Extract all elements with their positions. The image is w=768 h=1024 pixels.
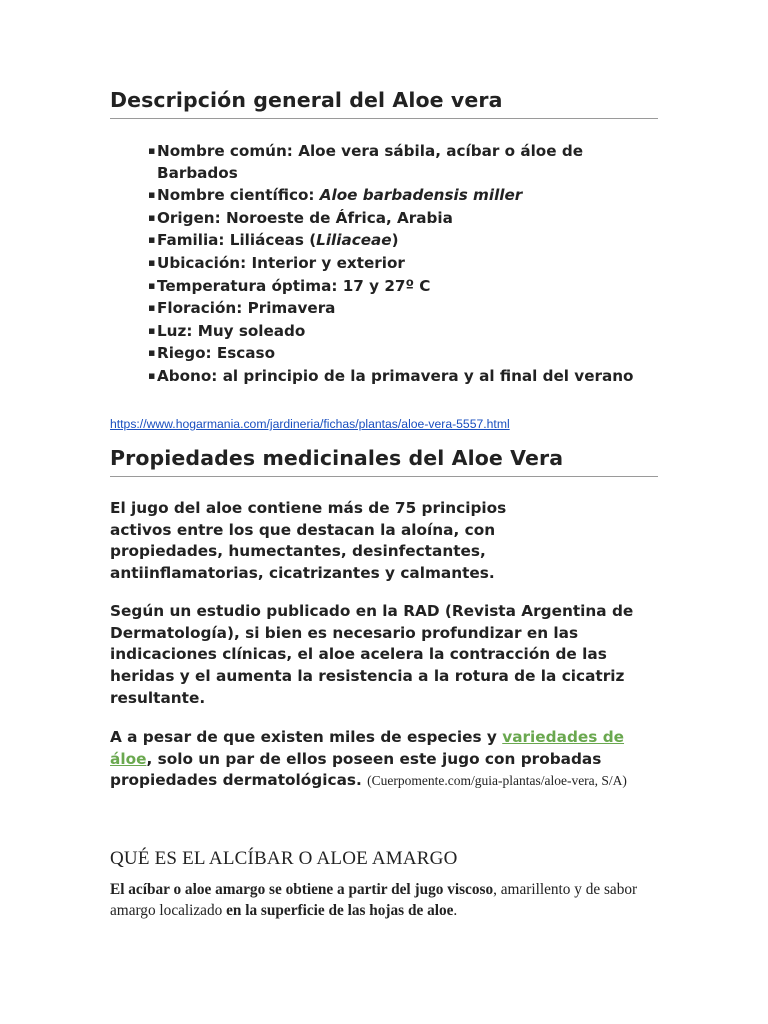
spec-label: Ubicación: [157,253,247,272]
spec-item-floracion [148,297,648,320]
bullet-icon: ▪ [148,323,156,337]
variedades-link[interactable]: variedades de áloe [110,728,625,768]
paragraph-text: , amarillento y de sabor amargo localizado [110,881,638,919]
paragraph-text: . [453,902,458,919]
paragraph-text: A a pesar de que existen miles de especies y [110,728,503,746]
spec-item-riego [148,342,648,365]
spec-item-luz [148,320,648,343]
source-link-hogarmania[interactable]: https://www.hogarmania.com/jardineria/fichas/plantas/aloe-vera-5557.html [110,417,510,431]
spec-item-temperatura [148,275,648,298]
spec-value: Aloe barbadensis miller [319,186,523,205]
section-title-descripcion: Descripción general del Aloe vera [110,88,658,119]
bullet-icon: ▪ [148,346,156,360]
spec-item-nombre-comun [148,140,648,184]
bullet-icon: ▪ [148,144,156,157]
paragraph-variedades [110,727,658,792]
paragraph-jugo-aloe: El jugo del aloe contiene más de 75 principios activos entre los que destacan la aloína, con propiedades, humectantes, desinfectantes, antiinflamatorias, cicatrizantes y calmantes. [110,499,507,583]
specs-list [148,140,648,388]
spec-value: Aloe vera sábila, acíbar o áloe de Barbados [157,142,583,182]
spec-value: Noroeste de África, Arabia [225,208,453,227]
spec-item-origen [148,207,648,230]
spec-value: Primavera [247,299,336,318]
spec-label: Luz: [157,321,193,340]
spec-label: Nombre científico: [157,186,315,205]
spec-value: Interior y exterior [251,253,405,272]
bullet-icon: ▪ [148,255,156,269]
citation: (Cuerpomente.com/guia-plantas/aloe-vera, S/A) [367,773,627,789]
spec-label: Riego: [157,344,212,363]
paragraph-text: , solo un par de ellos poseen este jugo con probadas propiedades dermatológicas. [110,749,602,790]
bullet-icon: ▪ [148,368,156,382]
bullet-icon: ▪ [148,188,156,202]
spec-label: Familia: [157,231,225,250]
bold-text: El acíbar o aloe amargo se obtiene a partir del jugo viscoso [110,881,494,898]
spec-value: Muy soleado [197,321,306,340]
spec-value-italic: Liliaceae [316,231,392,250]
paragraph-estudio-rad: Según un estudio publicado en la RAD (Revista Argentina de Dermatología), si bien es necesario profundizar en las indicaciones clínicas, el aloe acelera la contracción de las heridas y el aumenta la resistencia a la rotura de la cicatriz resultante. [110,602,634,707]
spec-label: Abono: [157,366,218,385]
spec-label: Origen: [157,208,221,227]
spec-value: al principio de la primavera y al final del verano [222,366,634,385]
spec-label: Temperatura óptima: [157,276,338,295]
bullet-icon: ▪ [148,301,156,315]
bold-text: en la superficie de las hojas de aloe [226,902,454,919]
paragraph-acibar [110,879,658,921]
spec-value: Escaso [216,344,276,363]
bullet-icon: ▪ [148,278,156,292]
spec-value: Liliáceas ( [229,231,317,250]
spec-label: Floración: [157,299,243,318]
section-title-propiedades: Propiedades medicinales del Aloe Vera [110,446,658,477]
spec-value: 17 y 27º C [342,276,431,295]
section-title-alcibar: QUÉ ES EL ALCÍBAR O ALOE AMARGO [110,848,458,869]
bullet-icon: ▪ [148,210,156,224]
spec-item-abono [148,365,648,388]
spec-item-familia [148,229,648,252]
bullet-icon: ▪ [148,233,156,247]
spec-label: Nombre común: [157,142,293,160]
spec-value-after: ) [391,231,399,250]
spec-item-nombre-cientifico [148,184,648,207]
spec-item-ubicacion [148,252,648,275]
